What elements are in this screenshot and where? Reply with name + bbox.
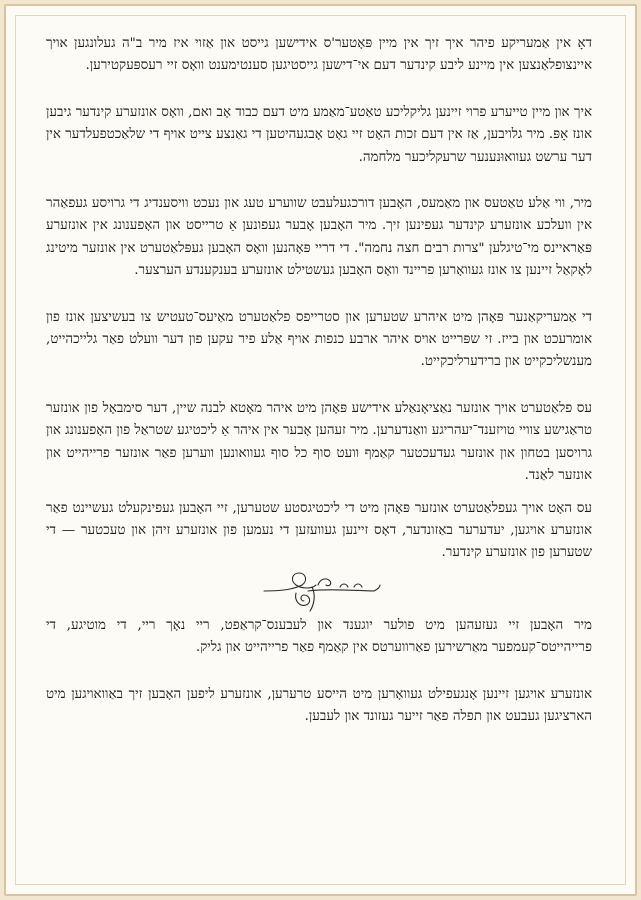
paragraph-gap	[46, 283, 592, 307]
paragraph-2: איך און מיין טייערע פרוי זיינען גליקליכע טאַטע־מאַמע מיט דעם כבוד אָב ואם, וואָס אונזערע קינדער גיבען אונז אָפּ. מיר גלויבען, אַז אין דעם זכות האָט זיי גאָט אָבגעהיטען די גאַנצע צייט אויף די שלאַכטפעלדער אין דער ערשט געוואוּנענער שרעקליכער מלחמה.	[46, 104, 592, 165]
ornament-divider	[46, 565, 592, 615]
paragraph-gap	[46, 78, 592, 102]
paragraph-gap	[46, 374, 592, 398]
paragraph-gap	[46, 169, 592, 193]
paragraph-6: עס האָט אויך געפלאַטערט אונזער פּאָהן מיט די ליכטיגסטע שטערען, זיי האָבען געפינקעלט געשיינט פאַר אונזערע אויגען, יעדערער באַזונדער, דאָס זיינען געוועזען די נעמען פון אונזערע זיהן און טעכטער — די שטערען פון אונזערע קינדער.	[46, 500, 592, 561]
paragraph-4: די אַמעריקאַנער פּאָהן מיט איהרע שטערען און סטרייפס פלאַטערט מאַיעס־טעטיש צו בעשיצען אונז פון אומרעכט און בייז. זי שפּרייט אויס איהר ארבע כנפות אויף אַלע פיר עקען פון דער וועלט פאַר גלייכהייט, מענשליכקייט און ברידערליכקייט.	[46, 309, 592, 370]
flourish-ornament-icon	[254, 565, 384, 615]
paragraph-gap	[46, 488, 592, 498]
document-body	[46, 33, 592, 728]
paragraph-3: מיר, ווי אַלע טאַטעס און מאַמעס, האָבען דורכגעלעבט שווערע טעג און נעכט וויסענדיג די גרויסע געפאַהר אין וועלכע אונזערע קינדער געפינען זיך. מיר האָבען אָבער געפונען אַ טרייסט און האָפענונג אין אונזערע פּאַראיינס מי־טיגלען "צרות רבים חצה נחמה". די דריי פּאָהנען וואָס האָבען געפּלאַטערט אין אונזער מיטינג לאָקאַל זיינען צו אונז געוואָרען פריינד וואָס האָבען געשטילט אונזערע בענקענדע הערצער.	[46, 196, 592, 279]
paragraph-1: דאָ אין אַמעריקע פיהר איך זיך אין מיין פּאָטער'ס אידישען גייסט און אַזוי איז מיר ב"ה געלונגען אויך איינצופלאַנצען אין מיינע ליבע קינדער דעם אי־דישען גייסטיגען סענטימענט וואָס זיי רעספּעקטירען.	[46, 36, 592, 74]
paragraph-7: מיר האָבען זיי געזעהען מיט פולער יוגענד און לעבענס־קראַפט, ריי נאָך ריי, די מוטיגע, די פרייהייטס־קעמפער מאַרשירען פאַרווערטס אין קאַמף פאַר פרייהייט און גליק.	[46, 617, 592, 656]
paragraph-gap	[46, 660, 592, 684]
paragraph-5: עס פלאַטערט אויך אונזער נאַציאָנאַלע אידישע פּאָהן מיט איהר מאָטא לבנה שיין, דער סימבאָל פון אונזער טראַגישע צוויי טויזענד־יעהריגע וואַנדערען. מיר זעהען אָבער אין איהר אַ ליכטיגע שטראַל פון האָפענונג און גרויסען בטחון און אונזער געדעכטער קאַמף וועט סוף כל סוף געוואונען ווערען פאַר אונזער פרייהייט און אונזער לאַנד.	[46, 400, 592, 484]
paragraph-8: אונזערע אויגען זיינען אָנגעפילט געוואָרען מיט הייסע טרערען, אונזערע ליפען האָבען זיך באַוואויגען מיט הארציגען געבעט און תפלה פאַר זייער געזונד און לעבען.	[46, 686, 592, 724]
